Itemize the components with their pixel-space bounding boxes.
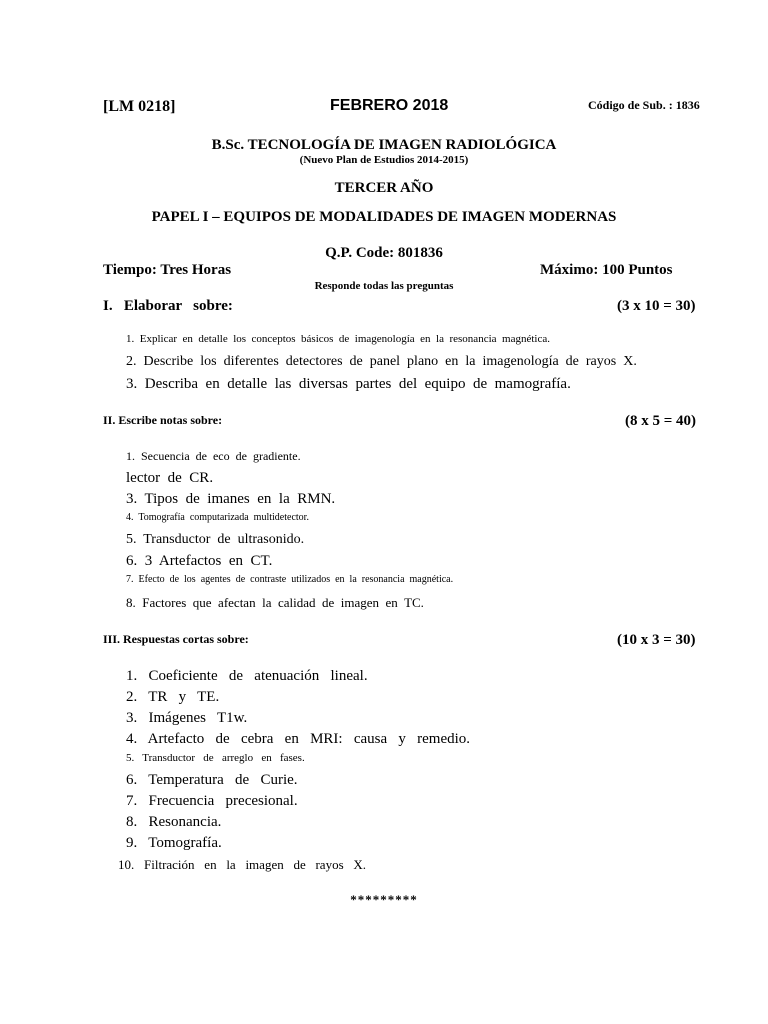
section-1-marks: (3 x 10 = 30) bbox=[617, 298, 696, 314]
plan-subtitle: (Nuevo Plan de Estudios 2014-2015) bbox=[299, 154, 469, 166]
exam-session: FEBRERO 2018 bbox=[330, 97, 449, 114]
subject-code: Código de Sub. : 1836 bbox=[588, 98, 700, 112]
paper-title: PAPEL I – EQUIPOS DE MODALIDADES DE IMAGEN MODERNAS bbox=[151, 209, 617, 225]
end-marker: ********* bbox=[350, 892, 418, 907]
section-3-title: III. Respuestas cortas sobre: bbox=[103, 632, 249, 646]
section-2-marks: (8 x 5 = 40) bbox=[625, 413, 697, 429]
section-3-item-4: 4. Artefacto de cebra en MRI: causa y remedio. bbox=[126, 731, 471, 747]
section-3-item-3: 3. Imágenes T1w. bbox=[126, 710, 248, 726]
section-2-item-8: 8. Factores que afectan la calidad de imagen en TC. bbox=[126, 595, 424, 610]
section-1-item-2: 2. Describe los diferentes detectores de panel plano en la imagenología de rayos X. bbox=[126, 354, 637, 369]
section-2-item-2: lector de CR. bbox=[126, 470, 214, 486]
section-2-item-5: 5. Transductor de ultrasonido. bbox=[126, 532, 305, 547]
year-title: TERCER AÑO bbox=[334, 180, 434, 196]
section-2-item-4: 4. Tomografía computarizada multidetector. bbox=[126, 512, 309, 523]
section-2-item-3: 3. Tipos de imanes en la RMN. bbox=[126, 491, 336, 507]
section-3-item-2: 2. TR y TE. bbox=[126, 689, 220, 705]
section-3-item-5: 5. Transductor de arreglo en fases. bbox=[126, 752, 305, 764]
section-2-item-6: 6. 3 Artefactos en CT. bbox=[126, 553, 273, 569]
exam-instruction: Responde todas las preguntas bbox=[314, 280, 454, 292]
section-3-item-1: 1. Coeficiente de atenuación lineal. bbox=[126, 668, 368, 684]
section-3-item-7: 7. Frecuencia precesional. bbox=[126, 793, 298, 809]
section-3-marks: (10 x 3 = 30) bbox=[617, 632, 696, 648]
degree-title: B.Sc. TECNOLOGÍA DE IMAGEN RADIOLÓGICA bbox=[211, 137, 557, 153]
section-3-item-6: 6. Temperatura de Curie. bbox=[126, 772, 298, 788]
exam-code: [LM 0218] bbox=[103, 98, 176, 115]
section-1-item-3: 3. Describa en detalle las diversas partes del equipo de mamografía. bbox=[126, 376, 571, 392]
exam-max-points: Máximo: 100 Puntos bbox=[540, 262, 673, 278]
section-3-item-9: 9. Tomografía. bbox=[126, 835, 222, 851]
section-1-title: I. Elaborar sobre: bbox=[103, 298, 233, 314]
section-2-title: II. Escribe notas sobre: bbox=[103, 413, 223, 427]
section-1-item-1: 1. Explicar en detalle los conceptos básicos de imagenología en la resonancia magnética. bbox=[126, 333, 550, 345]
exam-time: Tiempo: Tres Horas bbox=[103, 262, 232, 278]
section-3-item-8: 8. Resonancia. bbox=[126, 814, 222, 830]
section-2-item-7: 7. Efecto de los agentes de contraste utilizados en la resonancia magnética. bbox=[126, 574, 454, 585]
section-3-item-10: 10. Filtración en la imagen de rayos X. bbox=[118, 857, 367, 872]
section-2-item-1: 1. Secuencia de eco de gradiente. bbox=[126, 449, 301, 463]
qp-code: Q.P. Code: 801836 bbox=[325, 245, 443, 261]
